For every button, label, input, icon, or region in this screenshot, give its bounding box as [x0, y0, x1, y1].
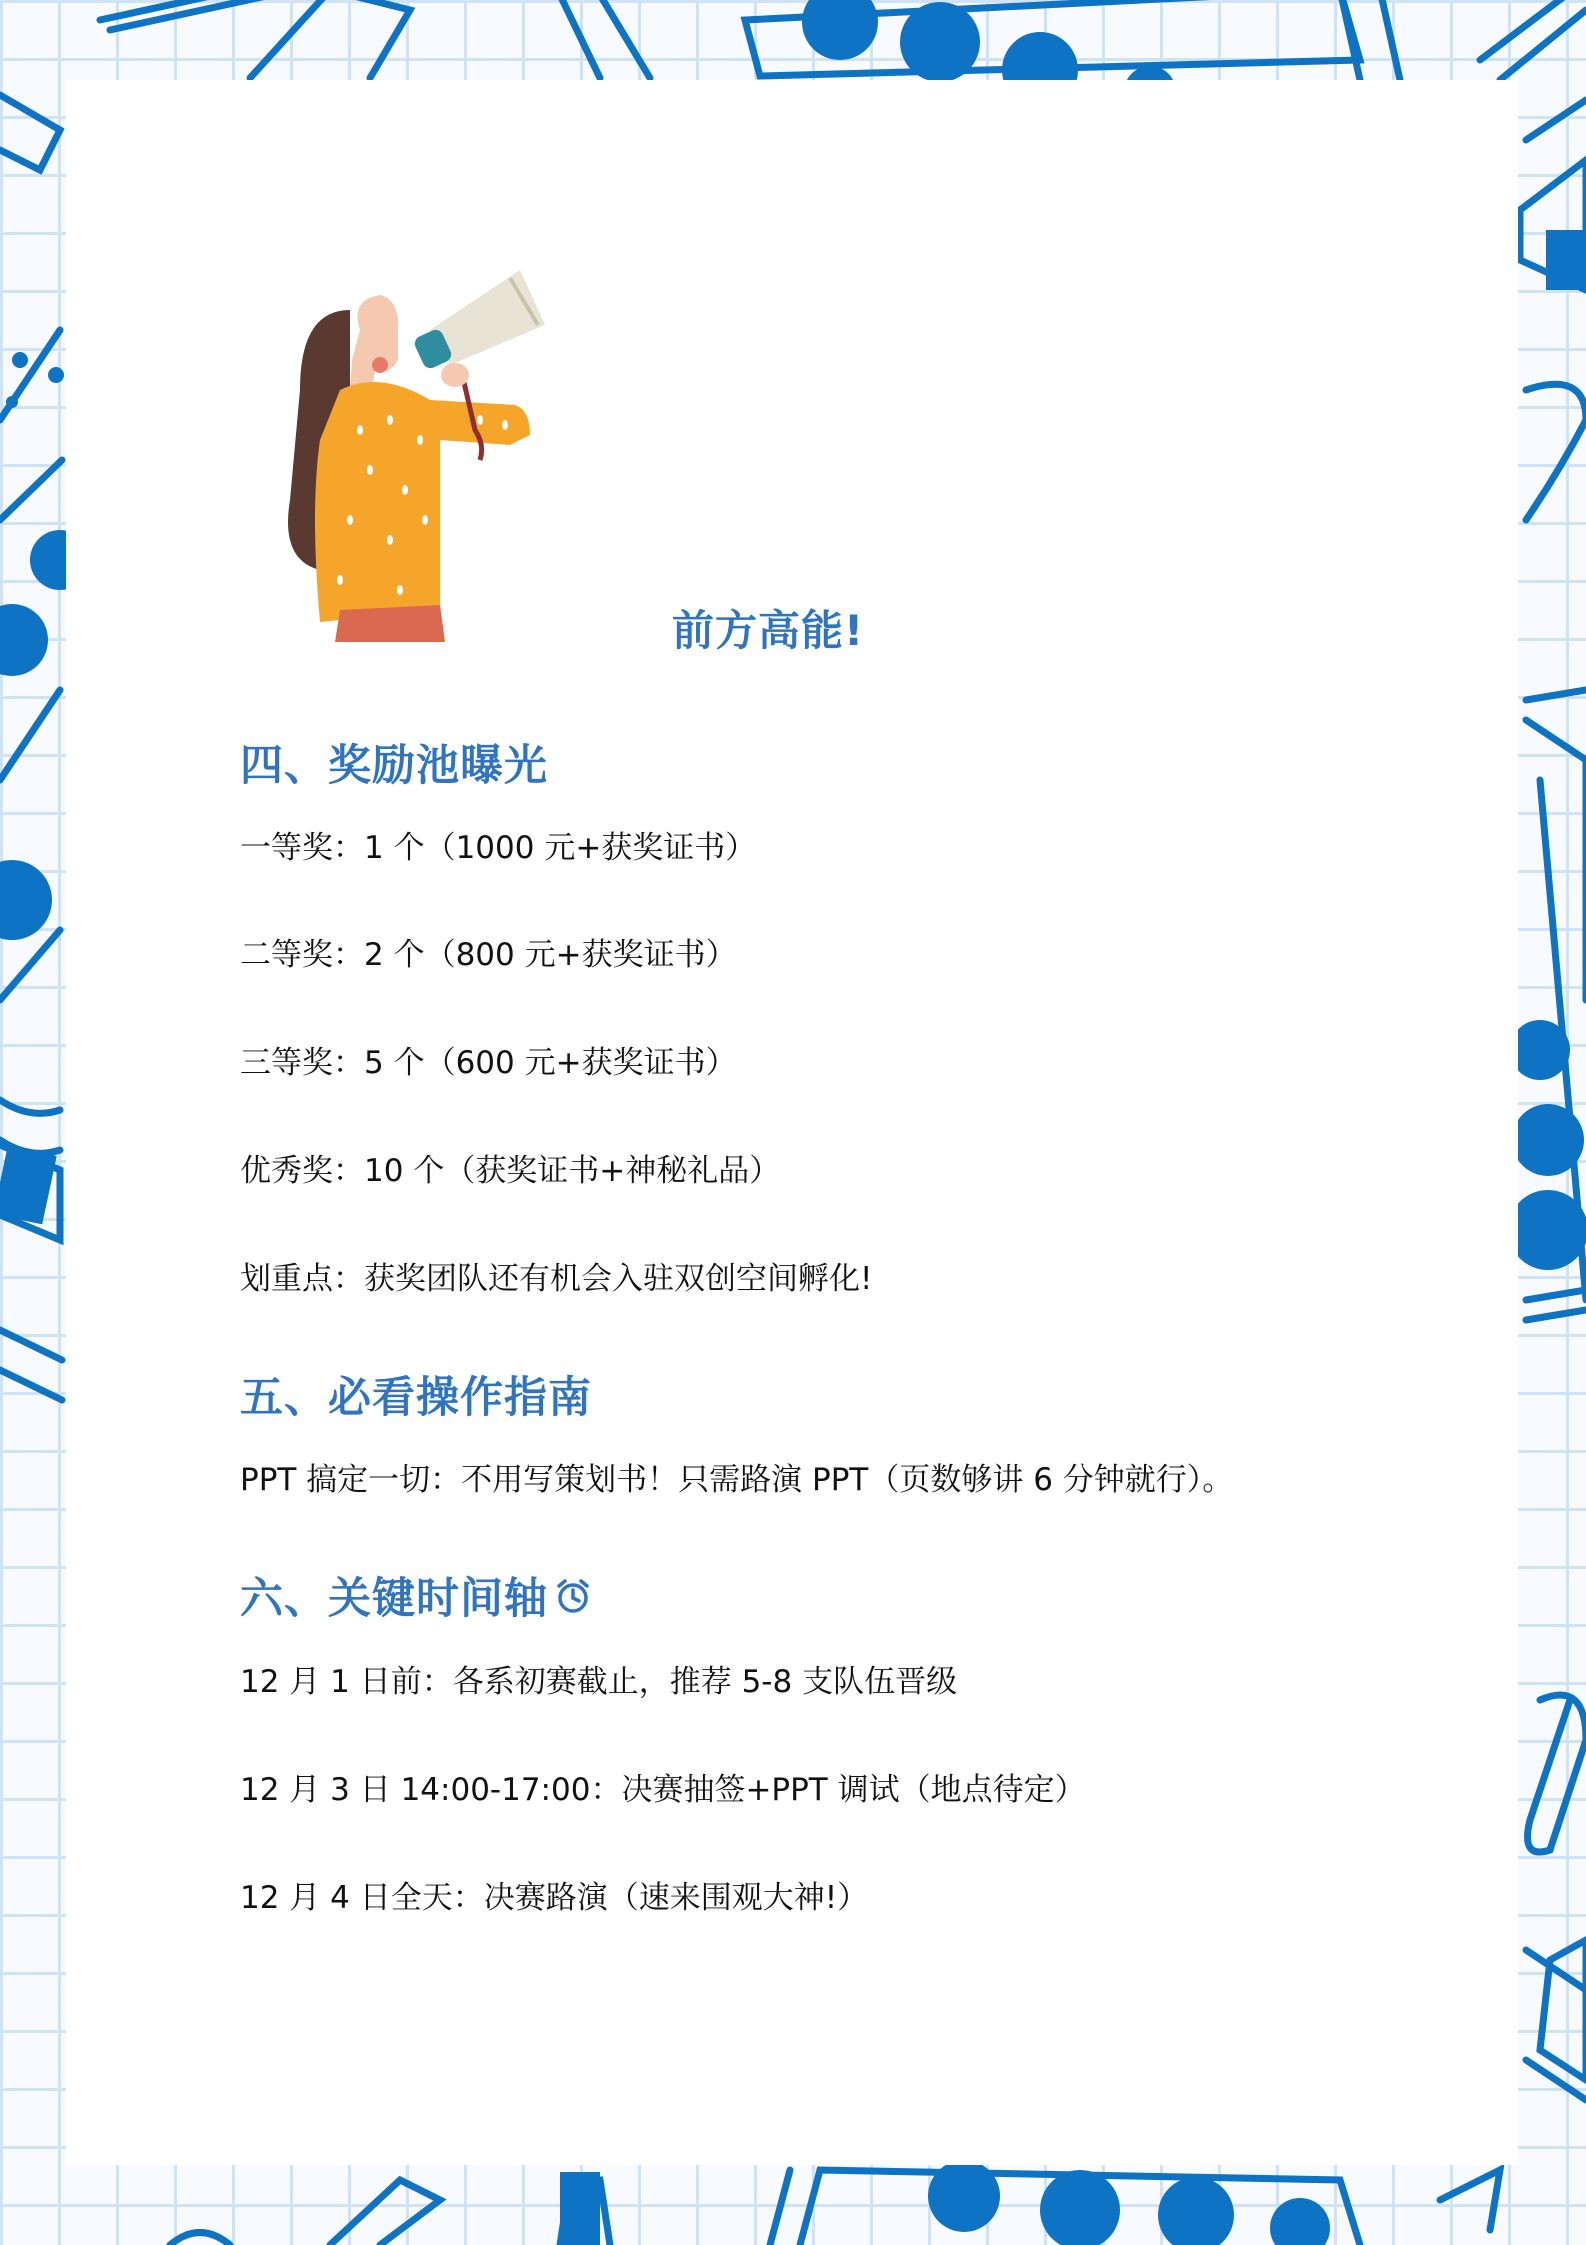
prize-second: 二等奖：2 个（800 元+获奖证书）: [240, 937, 737, 973]
banner-heading: 前方高能!: [672, 606, 865, 655]
timeline-item-dec1: 12 月 1 日前：各系初赛截止，推荐 5-8 支队伍晋级: [240, 1664, 958, 1700]
highlight-note: 划重点：获奖团队还有机会入驻双创空间孵化!: [240, 1261, 873, 1297]
section-title-reward-pool: 四、奖励池曝光: [240, 741, 548, 791]
prize-third: 三等奖：5 个（600 元+获奖证书）: [240, 1045, 737, 1081]
alarm-clock-icon: [554, 1577, 592, 1615]
section-title-guide: 五、必看操作指南: [240, 1373, 592, 1423]
megaphone-woman-illustration: [280, 270, 570, 642]
guide-text: PPT 搞定一切：不用写策划书！只需路演 PPT（页数够讲 6 分钟就行）。: [240, 1462, 1234, 1498]
section-title-timeline: [240, 1565, 592, 1626]
timeline-item-dec4: 12 月 4 日全天：决赛路演（速来围观大神!）: [240, 1880, 869, 1916]
section-title-timeline-text: 六、关键时间轴: [240, 1574, 548, 1624]
prize-excellence: 优秀奖：10 个（获奖证书+神秘礼品）: [240, 1153, 781, 1189]
prize-first: 一等奖：1 个（1000 元+获奖证书）: [240, 830, 757, 866]
timeline-item-dec3: 12 月 3 日 14:00-17:00：决赛抽签+PPT 调试（地点待定）: [240, 1772, 1086, 1808]
